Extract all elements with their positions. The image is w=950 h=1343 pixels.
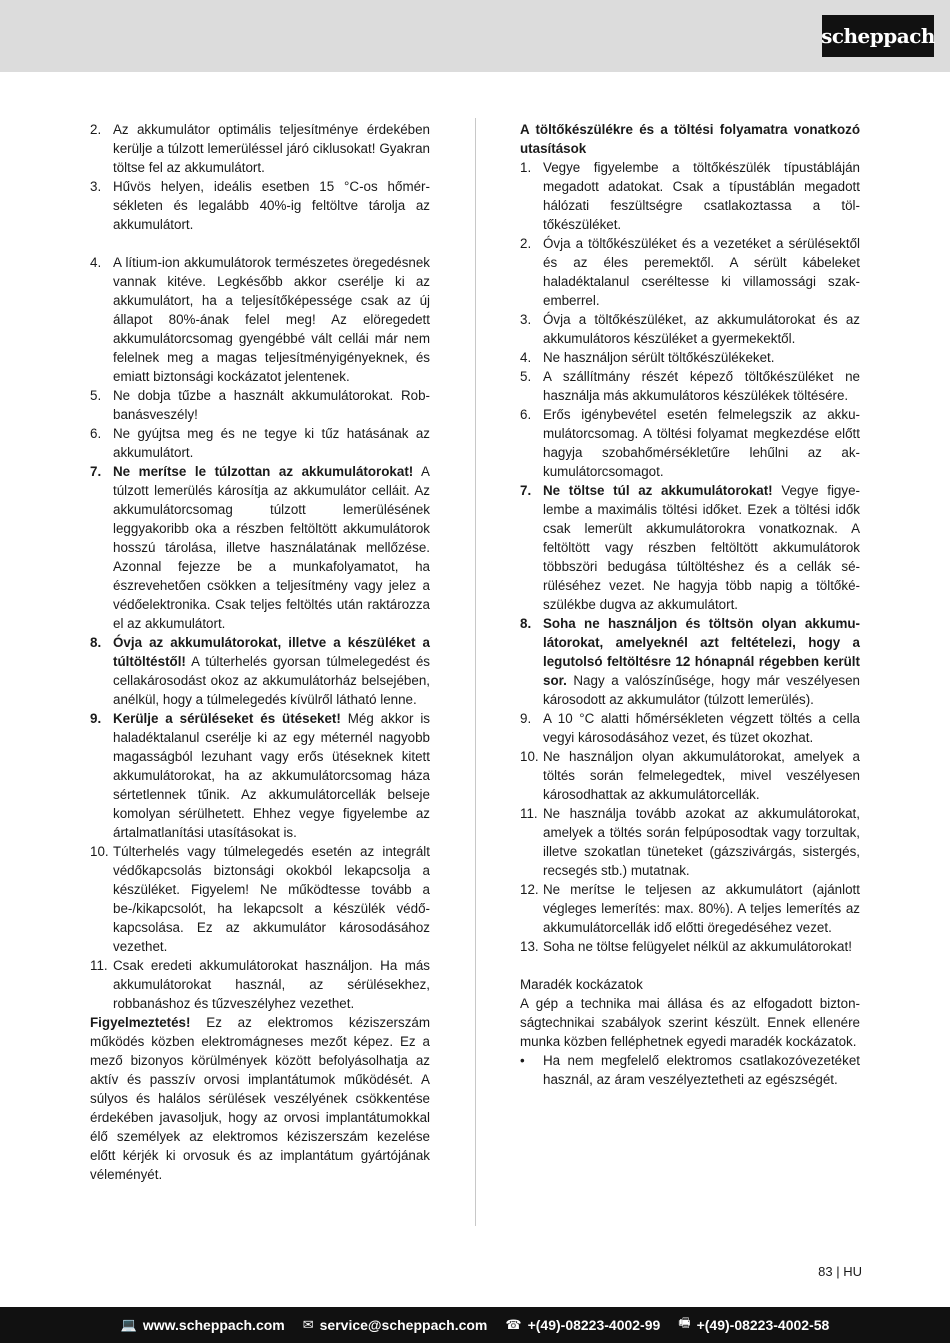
list-item: 5. A szállítmány részét képező töltőkészüléket ne használja más akkumulátoros készülékek töltésére. xyxy=(520,369,860,403)
list-item: 6. Erős igénybevétel esetén felmelegszik az akkumulátorcsomag. A töltési folyamat megkezdése előtt hagyja szobahőmérsékletűre lehűlni az akkumulátorcsomagot. xyxy=(520,407,860,479)
left-column xyxy=(90,120,430,1184)
list-item: 7. Ne merítse le túlzottan az akkumulátorokat! A túlzott lemerülés károsítja az akkumulátor celláit. Az akkumulátorcsomag túlzott lemerülésének leggyakoribb oka a részben feltöltött akkumulátorok hosszú tárolása, illetve használatának mellőzése. Azonnal fejezze be a munkafolyamatot, ha észrevehetően csökken a teljesítmény vagy jelez a védőelektronika. Csak teljes feltöltés után raktározza el az akkumulátort. xyxy=(90,464,430,631)
warning-paragraph: Figyelmeztetés! Ez az elektromos kéziszerszám működés közben elektromágneses mezőt képez. Ez a mező bizonyos körülmények között befolyásolhatja az aktív és passzív orvosi implantátumok működését. A súlyos és halálos sérülések veszélyének csökkentése érdekében javasoljuk, hogy az orvosi implantátumokkal élő személyek az elektromos kéziszerszám kezelése előtt kérjék ki orvosuk és az implantátum gyártójának véleményét. xyxy=(90,1015,430,1182)
list-item: 13. Soha ne töltse felügyelet nélkül az akkumulátorokat! xyxy=(520,939,852,954)
fax-icon: 🖷 xyxy=(678,1315,691,1330)
footer xyxy=(0,1307,950,1343)
mail-icon: ✉ xyxy=(302,1317,314,1332)
list-item: 10. Túlterhelés vagy túlmelegedés esetén az integrált védőkapcsolás biztonsági okokból lekapcsolja a készüléket. Figyelem! Ne működtesse tovább a be-/kikapcsolót, ha lekapcsolt a készülék védőkapcsolása. Ez az akkumulátor károsodásához vezethet. xyxy=(90,844,430,954)
list-item: 8. Soha ne használjon és töltsön olyan akkumulátorokat, amelyeknél azt feltételezi, hogy a legutolsó feltöltésre 12 hónapnál régebben került sor. Nagy a valószínűsége, hogy már veszélyesen károsodott az akkumulátor (túlzott lemerülés). xyxy=(520,616,860,707)
footer-website[interactable]: 💻 www.scheppach.com xyxy=(120,1317,285,1333)
list-item: 7. Ne töltse túl az akkumulátorokat! Vegye figyelembe a maximális töltési időket. Ezek a töltési idők csak lemerült akkumulátorokra vonatkoznak. A feltöltött vagy részben feltöltött akkumulátorok többszöri bedugása túltöltéshez és a cellák sérüléséhez vezet. Ne hagyja több napig a töltőkészülékbe dugva az akkumulátort. xyxy=(520,483,860,612)
list-item: 12. Ne merítse le teljesen az akkumulátort (ajánlott végleges lemerítés: max. 80%). A teljes lemerítés az akkumulátorcellák idő előtti öregedéséhez vezet. xyxy=(520,882,860,935)
bullet-icon: • xyxy=(520,1053,525,1068)
list-item: 4. A lítium-ion akkumulátorok természetes öregedésnek vannak kitéve. Legkésőbb akkor cserélje ki az akkumulátort, ha a teljesítőképessége csak az új állapot 80%-ának felel meg! Az elöregedett akkumulátorcsomag gyengébbé vált cellái már nem felelnek meg a magas teljesítményigényeknek, és emiatt biztonsági kockázatot jelentenek. xyxy=(90,255,430,384)
list-item: 5. Ne dobja tűzbe a használt akkumulátorokat. Robbanásveszély! xyxy=(90,388,430,422)
section-title: A töltőkészülékre és a töltési folyamatra vonatkozó utasítások xyxy=(520,122,860,156)
list-item: 2. Az akkumulátor optimális teljesítménye érdekében kerülje a túlzott lemerüléssel járó ciklusokat! Gyakran töltse fel az akkumulátort. xyxy=(90,122,430,175)
right-column xyxy=(520,120,860,1089)
list-item: 2. Óvja a töltőkészüléket és a vezetéket a sérülésektől és az éles peremektől. A sérült kábeleket haladéktalanul cseréltesse ki villamossági szakemberrel. xyxy=(520,236,860,308)
footer-phone[interactable]: ☎ +(49)-08223-4002-99 xyxy=(505,1317,661,1333)
phone-icon: ☎ xyxy=(505,1317,522,1332)
list-item: 9. Kerülje a sérüléseket és ütéseket! Még akkor is haladéktalanul cserélje ki az egy méternél nagyobb magasságból lezuhant vagy erős ütéseknek kitett akkumulátorokat, ha az akkumulátorcsomag háza sértetlennek tűnik. Az akkumulátorcellák belseje komolyan sérülhetett. Ehhez vegye figyelembe az ártalmatlanítási utasításokat is. xyxy=(90,711,430,840)
list-item: 11. Ne használja tovább azokat az akkumulátorokat, amelyek a töltés során felpúposodtak vagy torzultak, illetve szokatlan tüneteket (gázszivárgás, sistergés, recsegés stb.) mutatnak. xyxy=(520,806,860,878)
laptop-icon: 💻 xyxy=(120,1317,137,1332)
list-item: 3. Óvja a töltőkészüléket, az akkumulátorokat és az akkumulátoros készüléket a gyermekektől. xyxy=(520,312,860,346)
list-item: 3. Hűvös helyen, ideális esetben 15 °C-os hőmérsékleten és legalább 40%-ig feltöltve tárolja az akkumulátort. xyxy=(90,179,430,232)
list-item: 9. A 10 °C alatti hőmérsékleten végzett töltés a cella vegyi károsodásához vezet, és tüzet okozhat. xyxy=(520,711,860,745)
list-item: 11. Csak eredeti akkumulátorokat használjon. Ha más akkumulátorokat használ, az sérülésekhez, robbanáshoz és tűzveszélyhez vezethet. xyxy=(90,958,430,1011)
header-band xyxy=(0,0,950,72)
footer-email[interactable]: ✉ service@scheppach.com xyxy=(302,1317,488,1333)
column-divider xyxy=(475,118,476,1226)
list-item: 6. Ne gyújtsa meg és ne tegye ki tűz hatásának az akkumulátort. xyxy=(90,426,430,460)
list-item: 4. Ne használjon sérült töltőkészülékeket. xyxy=(520,350,775,365)
footer-fax[interactable]: 🖷 +(49)-08223-4002-58 xyxy=(678,1314,829,1336)
page-number: 83 | HU xyxy=(818,1264,862,1279)
residual-risks-paragraph: A gép a technika mai állása és az elfogadott biztonságtechnikai szabályok szerint készült. Ennek ellenére munka közben felléphetnek egyedi maradék kockázatok. xyxy=(520,996,860,1049)
bullet-item: • Ha nem megfelelő elektromos csatlakozóvezetéket használ, az áram veszélyeztetheti az egészségét. xyxy=(520,1053,860,1087)
scheppach-logo: scheppach xyxy=(822,15,934,57)
list-item: 1. Vegye figyelembe a töltőkészülék típustábláján megadott adatokat. Csak a típustáblán megadott hálózati feszültségre csatlakoztassa a töltőkészüléket. xyxy=(520,160,860,232)
list-item: 10. Ne használjon olyan akkumulátorokat, amelyek a töltés során felmelegedtek, mivel veszélyesen károsodhattak az akkumulátorcellák. xyxy=(520,749,860,802)
residual-risks-title: Maradék kockázatok xyxy=(520,977,643,992)
list-item: 8. Óvja az akkumulátorokat, illetve a készüléket a túltöltéstől! A túlterhelés gyorsan túlmelegedést és cellakárosodást okoz az akkumulátorház belsejében, anélkül, hogy a túlmelegedés kívülről látható lenne. xyxy=(90,635,430,707)
